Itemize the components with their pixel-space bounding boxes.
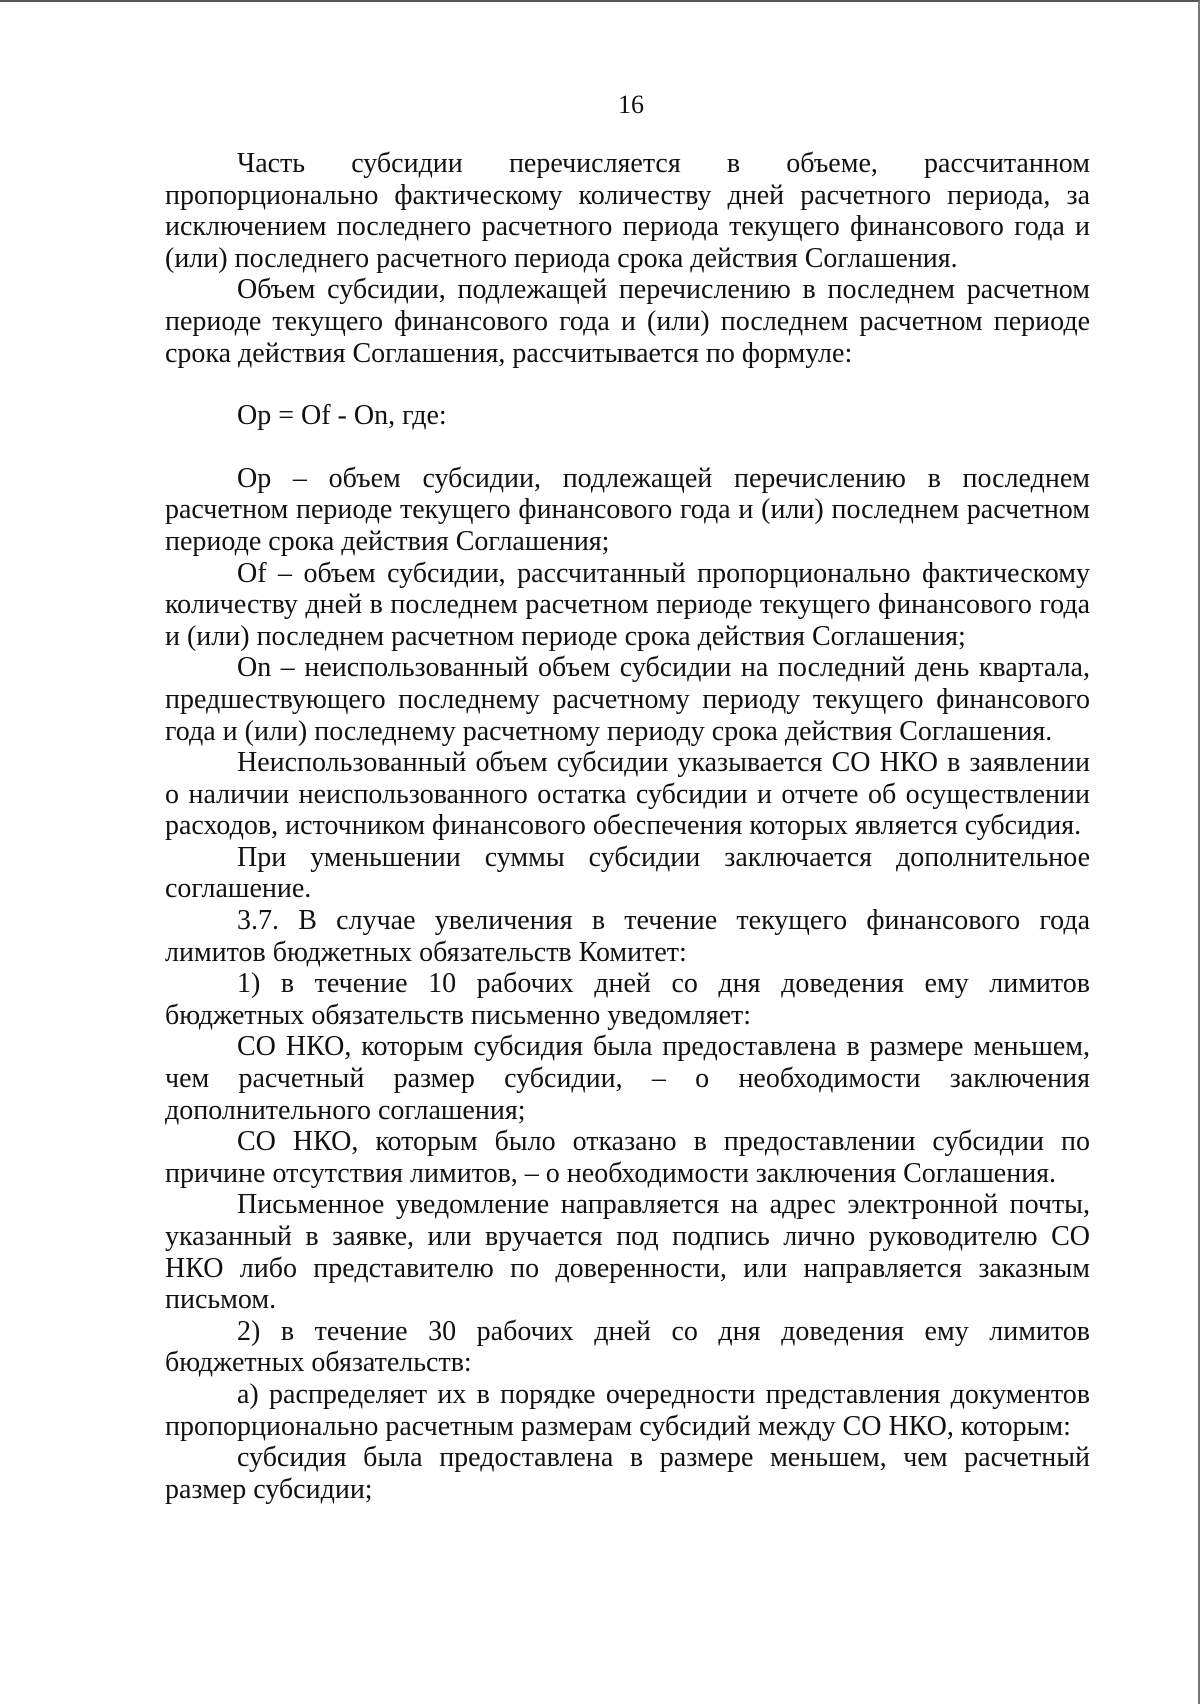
item-2: 2) в течение 30 рабочих дней со дня доведения ему лимитов бюджетных обязательств: <box>165 1315 1090 1379</box>
page-number: 16 <box>618 90 644 119</box>
definition-on: On – неиспользованный объем субсидии на последний день квартала, предшествующего последнему расчетному периоду текущего финансового года и (или) последнему расчетному периоду срока действия Соглашения. <box>165 652 1090 747</box>
paragraph-written-notice: Письменное уведомление направляется на адрес электронной почты, указанный в заявке, или вручается под подпись лично руководителю СО НКО либо представителю по доверенности, или направляется заказным письмом. <box>165 1189 1090 1316</box>
definition-op: Op – объем субсидии, подлежащей перечислению в последнем расчетном периоде текущего финансового года и (или) последнем расчетном периоде срока действия Соглашения; <box>165 462 1090 557</box>
definition-of: Of – объем субсидии, рассчитанный пропорционально фактическому количеству дней в последнем расчетном периоде текущего финансового года и (или) последнем расчетном периоде срока действия Соглашения; <box>165 557 1090 652</box>
item-1-recipients-refused: СО НКО, которым было отказано в предоставлении субсидии по причине отсутствия лимитов, – о необходимости заключения Соглашения. <box>165 1126 1090 1189</box>
paragraph-reduction: При уменьшении суммы субсидии заключается дополнительное соглашение. <box>165 841 1090 905</box>
paragraph-unused-volume: Неиспользованный объем субсидии указывается СО НКО в заявлении о наличии неиспользованного остатка субсидии и отчете об осуществлении расходов, источником финансового обеспечения которых является субсидия. <box>165 747 1090 842</box>
paragraph-formula-intro: Объем субсидии, подлежащей перечислению в последнем расчетном периоде текущего финансового года и (или) последнем расчетном периоде срока действия Соглашения, рассчитывается по формуле: <box>165 274 1090 369</box>
document-body <box>165 148 1090 1505</box>
item-1: 1) в течение 10 рабочих дней со дня доведения ему лимитов бюджетных обязательств письменно уведомляет: <box>165 968 1090 1031</box>
item-1-recipients-smaller: СО НКО, которым субсидия была предоставлена в размере меньшем, чем расчетный размер субсидии, – о необходимости заключения дополнительного соглашения; <box>165 1031 1090 1126</box>
clause-3-7: 3.7. В случае увеличения в течение текущего финансового года лимитов бюджетных обязательств Комитет: <box>165 905 1090 968</box>
item-2a: а) распределяет их в порядке очередности представления документов пропорционально расчетным размерам субсидий между СО НКО, которым: <box>165 1378 1090 1442</box>
paragraph-subsidy-part: Часть субсидии перечисляется в объеме, рассчитанном пропорционально фактическому количеству дней расчетного периода, за исключением последнего расчетного периода текущего финансового года и (или) последнего расчетного периода срока действия Соглашения. <box>165 148 1090 274</box>
item-2a-smaller-subsidy: субсидия была предоставлена в размере меньшем, чем расчетный размер субсидии; <box>165 1442 1090 1505</box>
formula: Op = Of - On, где: <box>237 400 447 432</box>
